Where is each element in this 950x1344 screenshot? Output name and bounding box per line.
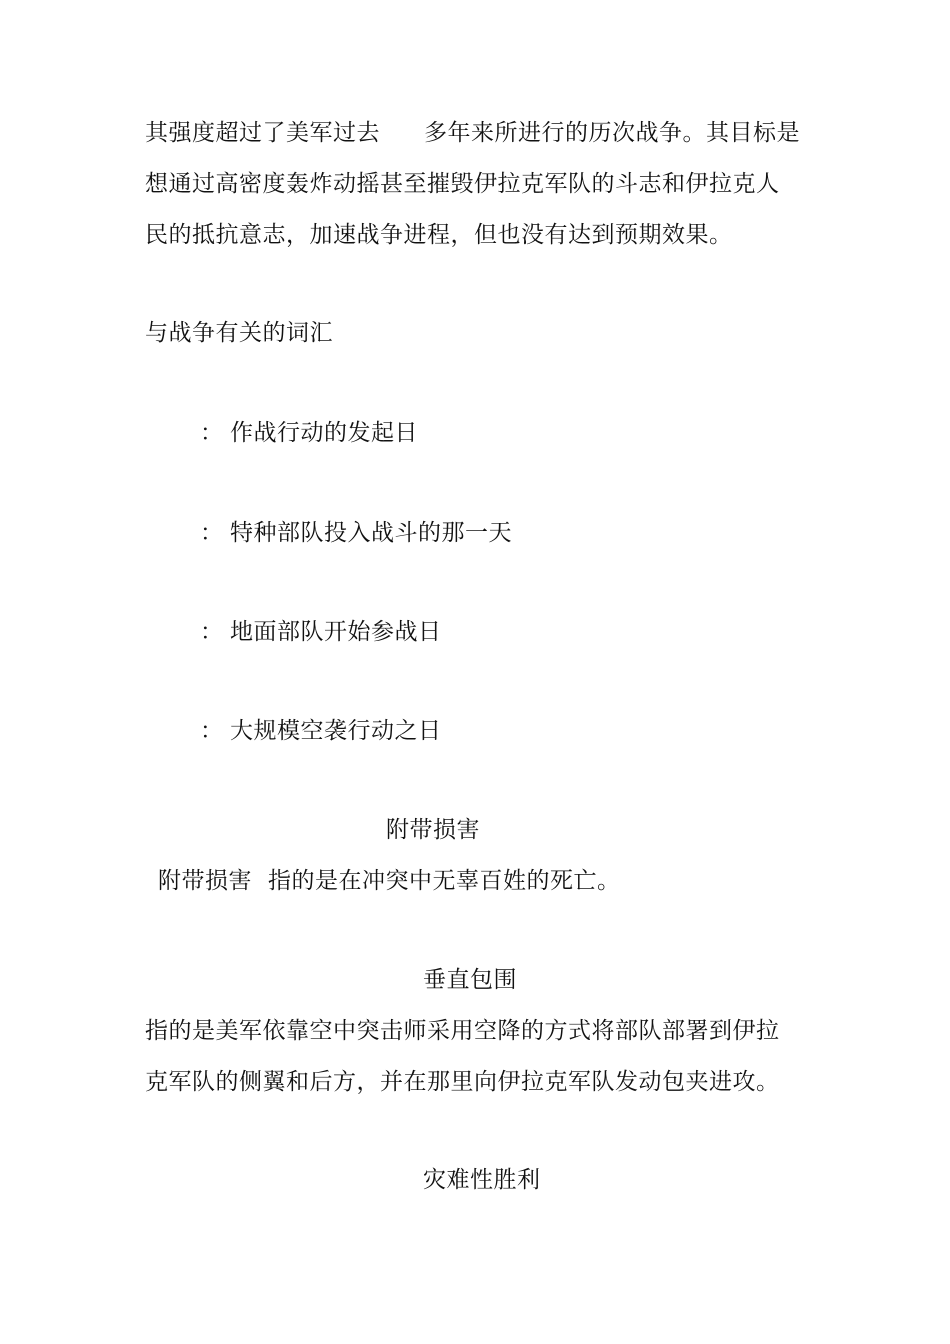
vertical-envelopment-line-1: 指的是美军依靠空中突击师采用空降的方式将部队部署到伊拉	[145, 1018, 780, 1044]
vocab-heading: 与战争有关的词汇	[145, 320, 333, 346]
catastrophic-success-title: 灾难性胜利	[423, 1167, 541, 1193]
vocab-item-definition: 作战行动的发起日	[230, 420, 418, 446]
vocab-item-definition: 大规模空袭行动之日	[230, 718, 442, 744]
paragraph-1-line-1-start: 其强度超过了美军过去	[145, 120, 380, 146]
vocab-item-definition: 特种部队投入战斗的那一天	[230, 520, 512, 546]
paragraph-1-line-1	[145, 118, 800, 148]
paragraph-1-line-1-end: 多年来所进行的历次战争。其目标是	[424, 120, 800, 146]
collateral-damage-body: 指的是在冲突中无辜百姓的死亡。	[268, 868, 621, 894]
vocab-item-colon: ：	[200, 420, 224, 446]
vertical-envelopment-line-2: 克军队的侧翼和后方，并在那里向伊拉克军队发动包夹进攻。	[145, 1069, 780, 1095]
collateral-damage-definition	[158, 866, 621, 896]
paragraph-1-line-3: 民的抵抗意志，加速战争进程，但也没有达到预期效果。	[145, 222, 733, 248]
vocab-item-4	[200, 716, 442, 746]
vocab-item-colon: ：	[200, 718, 224, 744]
vocab-item-3	[200, 617, 442, 647]
vocab-item-colon: ：	[200, 520, 224, 546]
vocab-item-colon: ：	[200, 619, 224, 645]
vertical-envelopment-title: 垂直包围	[423, 967, 517, 993]
collateral-damage-term: 附带损害	[158, 868, 252, 894]
collateral-damage-title: 附带损害	[386, 817, 480, 843]
paragraph-1-line-2: 想通过高密度轰炸动摇甚至摧毁伊拉克军队的斗志和伊拉克人	[145, 171, 780, 197]
vocab-item-2	[200, 518, 512, 548]
vocab-item-definition: 地面部队开始参战日	[230, 619, 442, 645]
vocab-item-1	[200, 418, 418, 448]
